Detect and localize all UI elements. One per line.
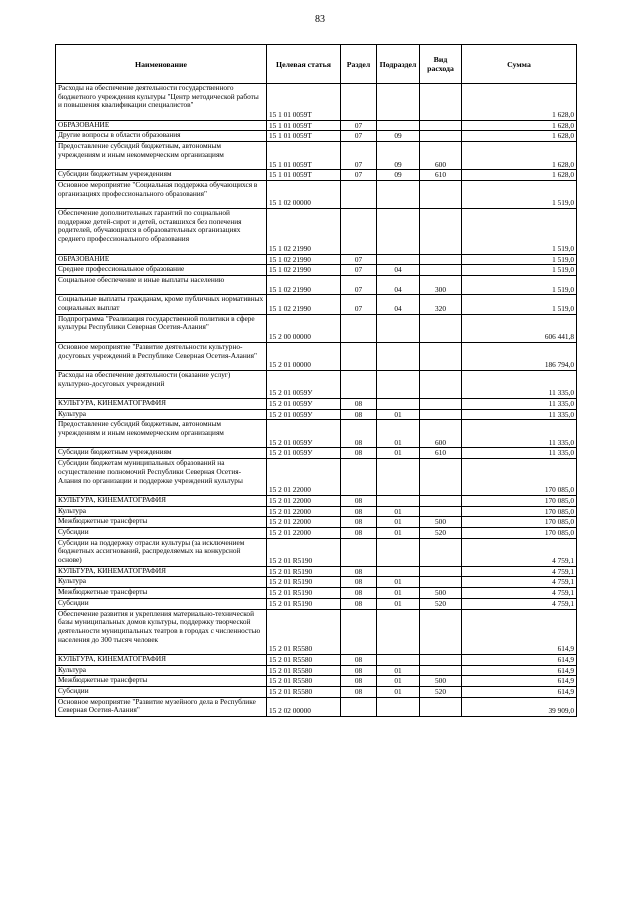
cell-subsection: 01: [377, 676, 420, 687]
cell-section: 08: [341, 528, 377, 539]
cell-subsection: [377, 398, 420, 409]
cell-sum: 614,9: [462, 609, 577, 655]
cell-name: Предоставление субсидий бюджетным, автономным учреждениям и иным некоммерческим организациям: [56, 420, 267, 448]
cell-expense-type: [420, 120, 462, 131]
cell-expense-type: [420, 342, 462, 370]
cell-sum: 1 519,0: [462, 180, 577, 208]
cell-subsection: 01: [377, 528, 420, 539]
cell-subsection: 04: [377, 295, 420, 314]
cell-name: Подпрограмма "Реализация государственной политики в сфере культуры Республики Северная Осетия-Алания": [56, 314, 267, 342]
cell-subsection: 01: [377, 506, 420, 517]
table-row: [56, 609, 577, 655]
cell-subsection: 01: [377, 517, 420, 528]
cell-name: Межбюджетные трансферты: [56, 588, 267, 599]
cell-section: [341, 697, 377, 716]
cell-sum: 11 335,0: [462, 398, 577, 409]
cell-sum: 1 628,0: [462, 142, 577, 170]
cell-code: 15 1 01 0059Т: [267, 131, 341, 142]
cell-expense-type: [420, 506, 462, 517]
cell-subsection: [377, 538, 420, 566]
table-row: [56, 131, 577, 142]
cell-name: Расходы на обеспечение деятельности государственного бюджетного учреждения культуры "Центр методической работы и повышения квалификации специалистов": [56, 84, 267, 121]
cell-name: Субсидии: [56, 687, 267, 698]
cell-sum: 4 759,1: [462, 538, 577, 566]
cell-sum: 1 628,0: [462, 131, 577, 142]
cell-section: 08: [341, 398, 377, 409]
table-row: [56, 84, 577, 121]
cell-expense-type: [420, 209, 462, 255]
cell-name: Социальные выплаты гражданам, кроме публичных нормативных социальных выплат: [56, 295, 267, 314]
cell-subsection: 01: [377, 665, 420, 676]
cell-sum: 614,9: [462, 687, 577, 698]
cell-section: 07: [341, 170, 377, 181]
table-row: [56, 459, 577, 496]
cell-subsection: [377, 254, 420, 265]
cell-section: 08: [341, 577, 377, 588]
cell-expense-type: [420, 180, 462, 208]
table-row: [56, 665, 577, 676]
cell-code: 15 1 02 21990: [267, 265, 341, 276]
cell-sum: 11 335,0: [462, 448, 577, 459]
cell-sum: 614,9: [462, 676, 577, 687]
cell-sum: 614,9: [462, 665, 577, 676]
table-row: [56, 209, 577, 255]
cell-subsection: [377, 609, 420, 655]
cell-section: 07: [341, 142, 377, 170]
cell-expense-type: [420, 398, 462, 409]
cell-section: 08: [341, 448, 377, 459]
cell-code: 15 2 01 0059У: [267, 409, 341, 420]
cell-subsection: 01: [377, 420, 420, 448]
cell-section: 07: [341, 275, 377, 294]
cell-name: Межбюджетные трансферты: [56, 517, 267, 528]
cell-expense-type: [420, 697, 462, 716]
cell-sum: 170 085,0: [462, 495, 577, 506]
cell-sum: 1 628,0: [462, 120, 577, 131]
cell-expense-type: [420, 314, 462, 342]
cell-name: Среднее профессиональное образование: [56, 265, 267, 276]
table-row: [56, 180, 577, 208]
cell-expense-type: 320: [420, 295, 462, 314]
cell-code: 15 2 00 00000: [267, 314, 341, 342]
cell-subsection: 01: [377, 588, 420, 599]
table-row: [56, 295, 577, 314]
cell-section: 07: [341, 131, 377, 142]
cell-code: 15 2 01 R5190: [267, 588, 341, 599]
cell-expense-type: 300: [420, 275, 462, 294]
cell-section: [341, 609, 377, 655]
cell-name: Субсидии на поддержку отрасли культуры (за исключением бюджетных ассигнований, распределяемых на конкурсной основе): [56, 538, 267, 566]
cell-name: Культура: [56, 409, 267, 420]
cell-subsection: [377, 342, 420, 370]
cell-sum: 4 759,1: [462, 566, 577, 577]
column-header-section: Раздел: [341, 45, 377, 84]
cell-section: 08: [341, 687, 377, 698]
cell-sum: 11 335,0: [462, 409, 577, 420]
cell-code: 15 2 01 R5580: [267, 609, 341, 655]
table-row: [56, 448, 577, 459]
table-row: [56, 170, 577, 181]
table-row: [56, 588, 577, 599]
cell-expense-type: [420, 370, 462, 398]
cell-code: 15 1 01 0059Т: [267, 84, 341, 121]
cell-name: КУЛЬТУРА, КИНЕМАТОГРАФИЯ: [56, 566, 267, 577]
cell-section: 08: [341, 588, 377, 599]
cell-section: [341, 180, 377, 208]
cell-sum: 1 519,0: [462, 295, 577, 314]
table-row: [56, 265, 577, 276]
cell-sum: 1 628,0: [462, 84, 577, 121]
cell-expense-type: [420, 265, 462, 276]
table-row: [56, 517, 577, 528]
cell-subsection: [377, 314, 420, 342]
cell-subsection: 09: [377, 131, 420, 142]
cell-code: 15 2 01 0059У: [267, 448, 341, 459]
cell-sum: 39 909,0: [462, 697, 577, 716]
cell-name: Основное мероприятие "Развитие музейного дела в Республике Северная Осетия-Алания": [56, 697, 267, 716]
table-row: [56, 538, 577, 566]
cell-expense-type: [420, 566, 462, 577]
column-header-code: Целевая статья: [267, 45, 341, 84]
table-row: [56, 120, 577, 131]
table-row: [56, 598, 577, 609]
cell-name: Субсидии бюджетам муниципальных образований на осуществление полномочий Республики Северная Осетия-Алания по организации и поддержке учреждений культуры: [56, 459, 267, 496]
cell-code: 15 2 01 22000: [267, 495, 341, 506]
cell-section: [341, 538, 377, 566]
cell-expense-type: 600: [420, 420, 462, 448]
cell-expense-type: [420, 655, 462, 666]
cell-code: 15 2 01 0059У: [267, 398, 341, 409]
cell-sum: 1 519,0: [462, 209, 577, 255]
cell-subsection: 01: [377, 598, 420, 609]
cell-sum: 170 085,0: [462, 506, 577, 517]
cell-name: Другие вопросы в области образования: [56, 131, 267, 142]
cell-expense-type: [420, 665, 462, 676]
cell-section: 08: [341, 566, 377, 577]
column-header-name: Наименование: [56, 45, 267, 84]
cell-code: 15 1 02 00000: [267, 180, 341, 208]
cell-code: 15 1 02 21990: [267, 254, 341, 265]
cell-name: Расходы на обеспечение деятельности (оказание услуг) культурно-досуговых учреждений: [56, 370, 267, 398]
cell-sum: 170 085,0: [462, 459, 577, 496]
column-header-expense-type: Вид расхода: [420, 45, 462, 84]
cell-subsection: 01: [377, 577, 420, 588]
cell-name: Социальное обеспечение и иные выплаты населению: [56, 275, 267, 294]
cell-expense-type: [420, 577, 462, 588]
cell-section: [341, 84, 377, 121]
cell-code: 15 2 01 R5190: [267, 598, 341, 609]
cell-code: 15 2 01 22000: [267, 459, 341, 496]
cell-section: [341, 314, 377, 342]
cell-sum: 11 335,0: [462, 420, 577, 448]
cell-section: 08: [341, 420, 377, 448]
cell-name: Основное мероприятие "Социальная поддержка обучающихся в организациях профессионального образования": [56, 180, 267, 208]
cell-code: 15 2 01 R5580: [267, 687, 341, 698]
cell-code: 15 1 01 0059Т: [267, 120, 341, 131]
cell-expense-type: [420, 538, 462, 566]
cell-subsection: 04: [377, 265, 420, 276]
page-number: 83: [315, 14, 325, 25]
cell-code: 15 1 01 0059Т: [267, 170, 341, 181]
cell-expense-type: 500: [420, 676, 462, 687]
cell-name: Субсидии: [56, 528, 267, 539]
cell-section: 07: [341, 120, 377, 131]
cell-code: 15 2 02 00000: [267, 697, 341, 716]
cell-sum: 4 759,1: [462, 577, 577, 588]
cell-code: 15 2 01 R5190: [267, 566, 341, 577]
cell-name: Обеспечение дополнительных гарантий по социальной поддержке детей-сирот и детей, оставшихся без попечения родителей, обучающихся в образовательных организациях среднего профессионального образования: [56, 209, 267, 255]
cell-subsection: [377, 459, 420, 496]
cell-sum: 614,9: [462, 655, 577, 666]
cell-section: 08: [341, 495, 377, 506]
cell-section: 07: [341, 295, 377, 314]
cell-sum: 1 628,0: [462, 170, 577, 181]
cell-code: 15 2 01 22000: [267, 517, 341, 528]
cell-section: 08: [341, 665, 377, 676]
cell-expense-type: 500: [420, 588, 462, 599]
cell-subsection: 09: [377, 170, 420, 181]
table-row: [56, 577, 577, 588]
cell-section: [341, 209, 377, 255]
cell-name: КУЛЬТУРА, КИНЕМАТОГРАФИЯ: [56, 398, 267, 409]
cell-section: [341, 370, 377, 398]
cell-subsection: [377, 180, 420, 208]
cell-code: 15 2 01 22000: [267, 506, 341, 517]
cell-name: Субсидии бюджетным учреждениям: [56, 448, 267, 459]
cell-expense-type: [420, 131, 462, 142]
cell-subsection: [377, 566, 420, 577]
cell-name: Субсидии бюджетным учреждениям: [56, 170, 267, 181]
cell-expense-type: [420, 495, 462, 506]
cell-name: КУЛЬТУРА, КИНЕМАТОГРАФИЯ: [56, 655, 267, 666]
cell-expense-type: 500: [420, 517, 462, 528]
table-row: [56, 275, 577, 294]
table-header-row: [56, 45, 577, 84]
table-row: [56, 314, 577, 342]
cell-expense-type: [420, 254, 462, 265]
cell-name: Межбюджетные трансферты: [56, 676, 267, 687]
cell-sum: 4 759,1: [462, 598, 577, 609]
cell-subsection: 01: [377, 448, 420, 459]
cell-subsection: [377, 495, 420, 506]
column-header-subsection: Подраздел: [377, 45, 420, 84]
cell-subsection: [377, 209, 420, 255]
cell-subsection: [377, 120, 420, 131]
table-row: [56, 676, 577, 687]
table-body: [56, 84, 577, 717]
cell-expense-type: [420, 459, 462, 496]
table-row: [56, 398, 577, 409]
table-row: [56, 495, 577, 506]
table-row: [56, 506, 577, 517]
column-header-sum: Сумма: [462, 45, 577, 84]
cell-name: Обеспечение развития и укрепления материально-технической базы муниципальных домов культуры, поддержку творческой деятельности муниципальных театров в городах с численностью населения до 300 тысяч человек: [56, 609, 267, 655]
cell-code: 15 2 01 R5190: [267, 577, 341, 588]
cell-expense-type: 610: [420, 170, 462, 181]
cell-subsection: [377, 697, 420, 716]
cell-sum: 4 759,1: [462, 588, 577, 599]
cell-code: 15 2 01 R5580: [267, 676, 341, 687]
cell-name: Культура: [56, 577, 267, 588]
table-row: [56, 566, 577, 577]
cell-code: 15 2 01 0059У: [267, 370, 341, 398]
cell-name: Субсидии: [56, 598, 267, 609]
cell-code: 15 2 01 22000: [267, 528, 341, 539]
cell-section: 08: [341, 409, 377, 420]
cell-subsection: [377, 84, 420, 121]
table-row: [56, 697, 577, 716]
cell-sum: 186 794,0: [462, 342, 577, 370]
cell-code: 15 1 01 0059Т: [267, 142, 341, 170]
cell-subsection: [377, 370, 420, 398]
cell-code: 15 1 02 21990: [267, 275, 341, 294]
cell-section: 08: [341, 506, 377, 517]
budget-table: [55, 44, 577, 717]
cell-expense-type: [420, 409, 462, 420]
cell-section: [341, 342, 377, 370]
cell-name: ОБРАЗОВАНИЕ: [56, 120, 267, 131]
cell-name: ОБРАЗОВАНИЕ: [56, 254, 267, 265]
cell-name: Основное мероприятие "Развитие деятельности культурно-досуговых учреждений в Республике Северная Осетия-Алания": [56, 342, 267, 370]
cell-code: 15 2 01 00000: [267, 342, 341, 370]
table-row: [56, 687, 577, 698]
cell-subsection: [377, 655, 420, 666]
cell-expense-type: [420, 609, 462, 655]
table-row: [56, 528, 577, 539]
cell-name: Культура: [56, 506, 267, 517]
cell-subsection: 01: [377, 409, 420, 420]
cell-expense-type: 600: [420, 142, 462, 170]
cell-name: Культура: [56, 665, 267, 676]
cell-name: Предоставление субсидий бюджетным, автономным учреждениям и иным некоммерческим организациям: [56, 142, 267, 170]
cell-subsection: 01: [377, 687, 420, 698]
cell-code: 15 2 01 R5580: [267, 665, 341, 676]
cell-section: 07: [341, 265, 377, 276]
cell-code: 15 1 02 21990: [267, 209, 341, 255]
cell-section: 07: [341, 254, 377, 265]
cell-expense-type: [420, 84, 462, 121]
cell-code: 15 1 02 21990: [267, 295, 341, 314]
cell-expense-type: 520: [420, 598, 462, 609]
cell-sum: 1 519,0: [462, 275, 577, 294]
cell-sum: 170 085,0: [462, 528, 577, 539]
cell-code: 15 2 01 0059У: [267, 420, 341, 448]
table-row: [56, 142, 577, 170]
cell-name: КУЛЬТУРА, КИНЕМАТОГРАФИЯ: [56, 495, 267, 506]
cell-code: 15 2 01 R5190: [267, 538, 341, 566]
table-row: [56, 370, 577, 398]
table-row: [56, 409, 577, 420]
cell-section: [341, 459, 377, 496]
cell-sum: 606 441,8: [462, 314, 577, 342]
table-row: [56, 342, 577, 370]
cell-section: 08: [341, 676, 377, 687]
cell-expense-type: 610: [420, 448, 462, 459]
cell-sum: 1 519,0: [462, 254, 577, 265]
cell-section: 08: [341, 655, 377, 666]
table-row: [56, 655, 577, 666]
cell-section: 08: [341, 598, 377, 609]
cell-sum: 11 335,0: [462, 370, 577, 398]
cell-expense-type: 520: [420, 528, 462, 539]
cell-expense-type: 520: [420, 687, 462, 698]
cell-subsection: 04: [377, 275, 420, 294]
cell-sum: 1 519,0: [462, 265, 577, 276]
cell-section: 08: [341, 517, 377, 528]
table-row: [56, 420, 577, 448]
cell-subsection: 09: [377, 142, 420, 170]
table-row: [56, 254, 577, 265]
cell-code: 15 2 01 R5580: [267, 655, 341, 666]
cell-sum: 170 085,0: [462, 517, 577, 528]
